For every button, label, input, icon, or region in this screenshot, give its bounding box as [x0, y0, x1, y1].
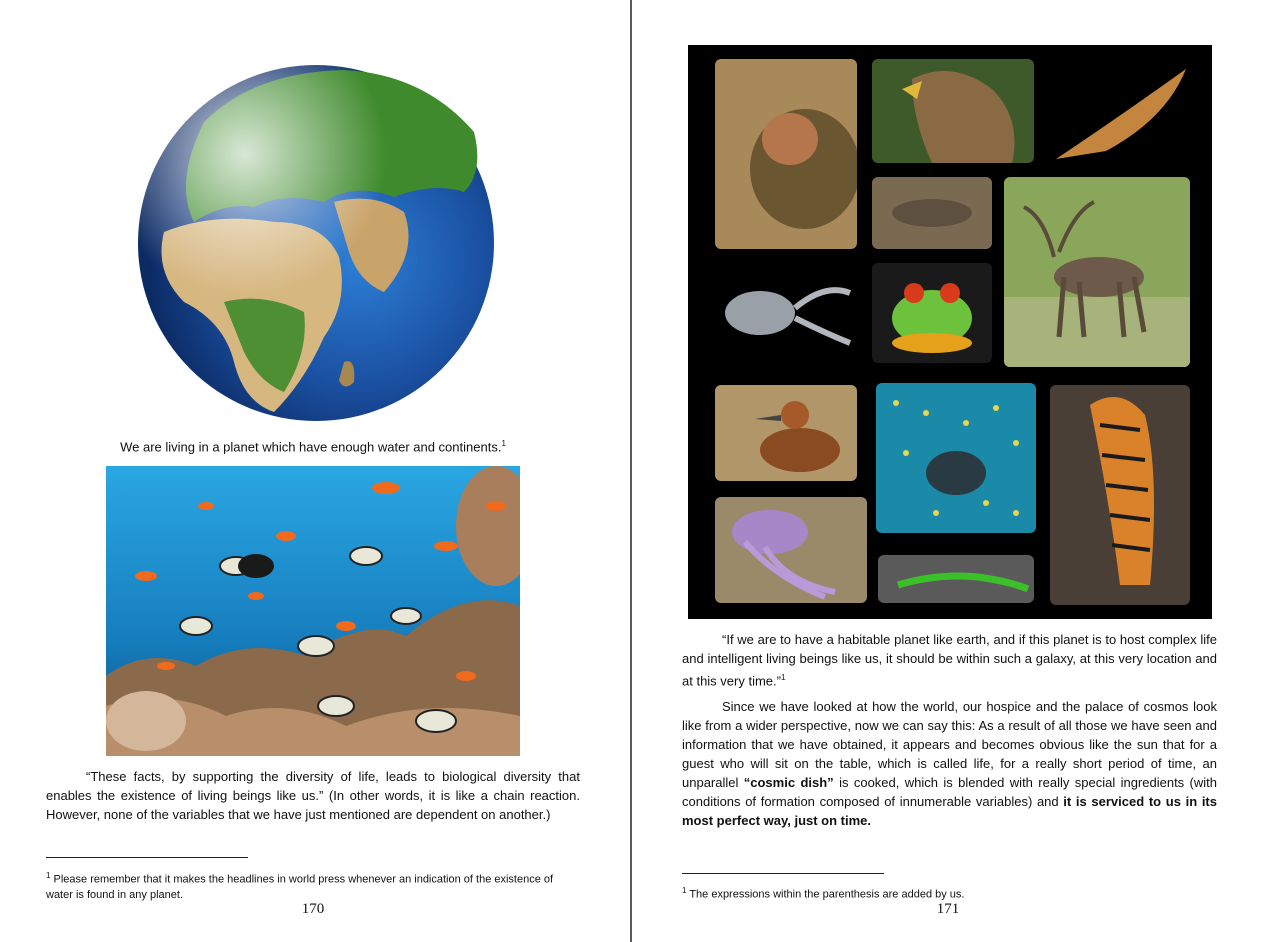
footnote: [682, 883, 1217, 903]
fly-image: [715, 59, 857, 249]
footnote-rule: [46, 857, 248, 858]
footnote-ref: 1: [501, 439, 506, 448]
body-text: is cooked, which is blended with really special ingredients (with conditions of formation composed of innumerable variables) and: [682, 775, 1218, 809]
footnote: [46, 868, 580, 903]
bold-phrase: “cosmic dish”: [743, 775, 834, 790]
page-number: 171: [936, 901, 960, 917]
footnote-ref: 1: [780, 673, 786, 682]
earth-globe-image: [134, 62, 498, 424]
globe-caption: [46, 439, 580, 454]
body-paragraph: [682, 697, 1217, 830]
body-text: Since we have looked at how the world, our hospice and the palace of cosmos look like from a wider perspective, now we can say this: As a result of all those we have seen and information that we have obtained, it appears and becomes obvious like the sun that for a guest who will sit on the table, which is called life, for a really short period of time, an unparallel: [682, 699, 1217, 790]
footnote-rule: [682, 873, 884, 874]
seashell-image: [1046, 59, 1196, 163]
left-page: [0, 0, 630, 942]
quote-text: “If we are to have a habitable planet like earth, and if this planet is to host complex life and intelligent living beings like us, it should be within such a galaxy, at this very location and at this very time.”: [682, 632, 1217, 689]
globe-caption-text: We are living in a planet which have enough water and continents.: [120, 439, 502, 455]
footnote-text: The expressions within the parenthesis are added by us.: [689, 888, 965, 901]
eagle-image: [872, 59, 1034, 163]
reindeer-image: [1004, 177, 1190, 367]
footnote-number: 1: [682, 886, 687, 895]
fish-school-image: [876, 383, 1036, 533]
tree-frog-image: [872, 263, 992, 363]
lizard-bark-image: [872, 177, 992, 249]
jellyfish-image: [715, 497, 867, 603]
tiger-image: [1050, 385, 1190, 605]
animal-collage-image: [688, 45, 1212, 619]
body-paragraph: “These facts, by supporting the diversity of life, leads to biological diversity that enables the existence of living beings like us.” (In other words, it is like a chain reaction. However, none of the variables that we have just mentioned are dependent on another.): [46, 769, 580, 822]
coral-reef-fish-image: [106, 466, 520, 756]
quote-paragraph: [682, 630, 1217, 690]
footnote-text: Please remember that it makes the headlines in world press whenever an indication of the existence of water is found in any planet.: [46, 873, 554, 901]
right-page: [632, 0, 1262, 942]
squid-image: [715, 263, 857, 363]
page-number: 170: [301, 901, 325, 917]
green-lizard-image: [878, 555, 1034, 603]
duck-image: [715, 385, 857, 481]
footnote-number: 1: [46, 871, 51, 880]
bold-phrase: it is serviced to us in its most perfect way, just on time.: [682, 794, 1217, 828]
